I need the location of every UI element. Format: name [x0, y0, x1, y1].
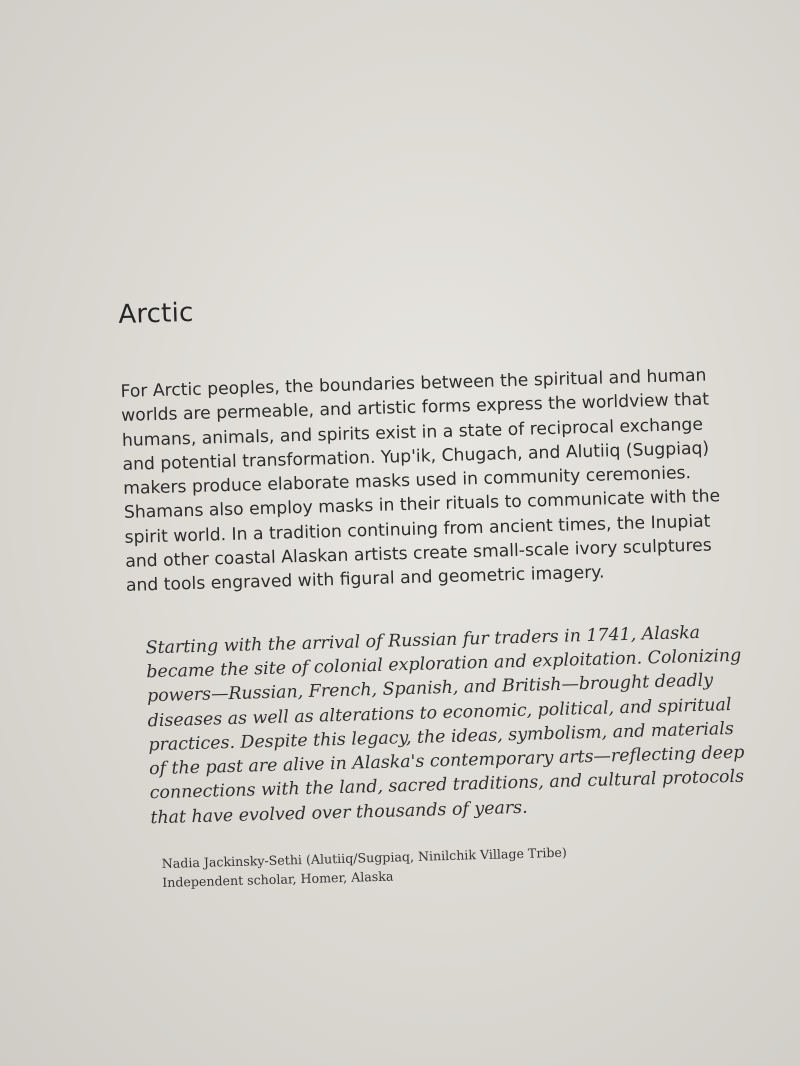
panel-body-text: For Arctic peoples, the boundaries between the spiritual and human worlds are permeable, and artistic forms express the worldview that humans, animals, and spirits exist in a state of reciprocal exchange and potential transformation. Yup'ik, Chugach, and Alutiiq (Sugpiaq) makers produce elaborate masks used in community ceremonies. Shamans also employ masks in their rituals to communicate with the spirit world. In a tradition continuing from ancient times, the Inupiat and other coastal Alaskan artists create small-scale ivory sculptures and tools engraved with figural and geometric imagery.	[120, 365, 721, 597]
quote-attribution	[161, 837, 774, 892]
panel-title: Arctic	[118, 297, 194, 330]
attribution-name: Nadia Jackinsky-Sethi (Alutiiq/Sugpiaq, Ninilchik Village Tribe)	[161, 844, 568, 872]
wall-label-panel	[118, 282, 774, 893]
attribution-role: Independent scholar, Homer, Alaska	[162, 868, 394, 891]
panel-quote: Starting with the arrival of Russian fur traders in 1741, Alaska became the site of colonial exploration and exploitation. Colonizing powers—Russian, French, Spanish, and British—brought deadly diseases as well as alterations to economic, political, and spiritual practices. Despite this legacy, the ideas, symbolism, and materials of the past are alive in Alaska's contemporary arts—reflecting deep connections with the land, sacred traditions, and cultural protocols that have evolved over thousands of years.	[145, 622, 745, 829]
